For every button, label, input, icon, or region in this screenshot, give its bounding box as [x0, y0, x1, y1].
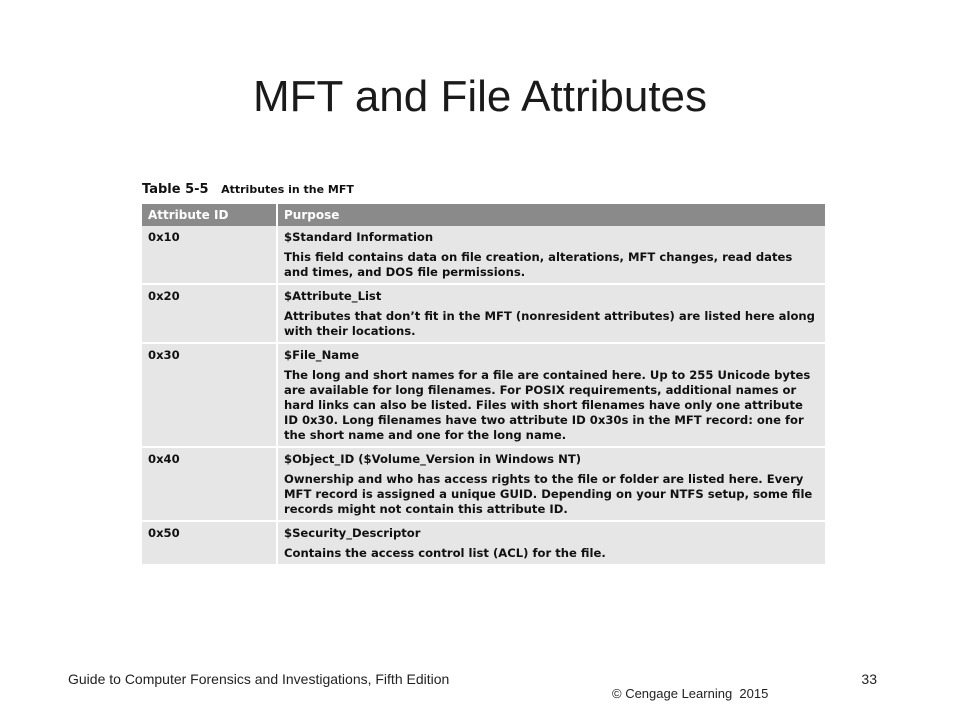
slide-title: MFT and File Attributes [252, 72, 708, 121]
attribute-description: This field contains data on file creation, alterations, MFT changes, read dates and times, and DOS file permissions. [284, 250, 793, 279]
attribute-name: $Object_ID ($Volume_Version in Windows NT) [284, 452, 582, 466]
table-row [142, 226, 825, 284]
attribute-id-cell: 0x20 [142, 284, 277, 343]
attribute-name: $File_Name [284, 348, 360, 362]
purpose-cell [277, 284, 825, 343]
attribute-name: $Security_Descriptor [284, 526, 421, 540]
attribute-description: Ownership and who has access rights to the file or folder are listed here. Every MFT record is assigned a unique GUID. Depending on your NTFS setup, some file records might not contain this attribute ID. [284, 472, 813, 516]
table-row [142, 447, 825, 521]
attribute-description: The long and short names for a file are contained here. Up to 255 Unicode bytes are available for long filenames. For POSIX requirements, additional names or hard links can also be listed. Files with short filenames have only one attribute ID 0x30. Long filenames have two attribute ID 0x30s in the MFT record: one for the short name and one for the long name. [284, 368, 811, 442]
table-caption [142, 180, 825, 204]
attributes-table [142, 204, 825, 566]
footer-page-number: 33 [861, 671, 877, 687]
column-header-purpose: Purpose [277, 204, 825, 226]
attribute-id-cell: 0x30 [142, 343, 277, 447]
purpose-cell [277, 226, 825, 284]
table-caption-number: Table 5-5 [142, 182, 209, 197]
attribute-description: Contains the access control list (ACL) for the file. [284, 546, 606, 560]
attribute-name: $Standard Information [284, 230, 434, 244]
table-header-row [142, 204, 825, 226]
table-caption-title: Attributes in the MFT [221, 183, 354, 196]
attribute-description: Attributes that don’t fit in the MFT (nonresident attributes) are listed here along with their locations. [284, 309, 815, 338]
attribute-id-cell: 0x50 [142, 521, 277, 565]
purpose-cell [277, 521, 825, 565]
table-row [142, 343, 825, 447]
purpose-cell [277, 343, 825, 447]
table-row [142, 284, 825, 343]
column-header-attribute-id: Attribute ID [142, 204, 277, 226]
attributes-table-figure [142, 180, 825, 566]
attribute-name: $Attribute_List [284, 289, 382, 303]
attribute-id-cell: 0x10 [142, 226, 277, 284]
footer-copyright: © Cengage Learning 2015 [612, 686, 769, 701]
footer-book-title: Guide to Computer Forensics and Investigations, Fifth Edition [68, 671, 450, 687]
attribute-id-cell: 0x40 [142, 447, 277, 521]
table-row [142, 521, 825, 565]
purpose-cell [277, 447, 825, 521]
